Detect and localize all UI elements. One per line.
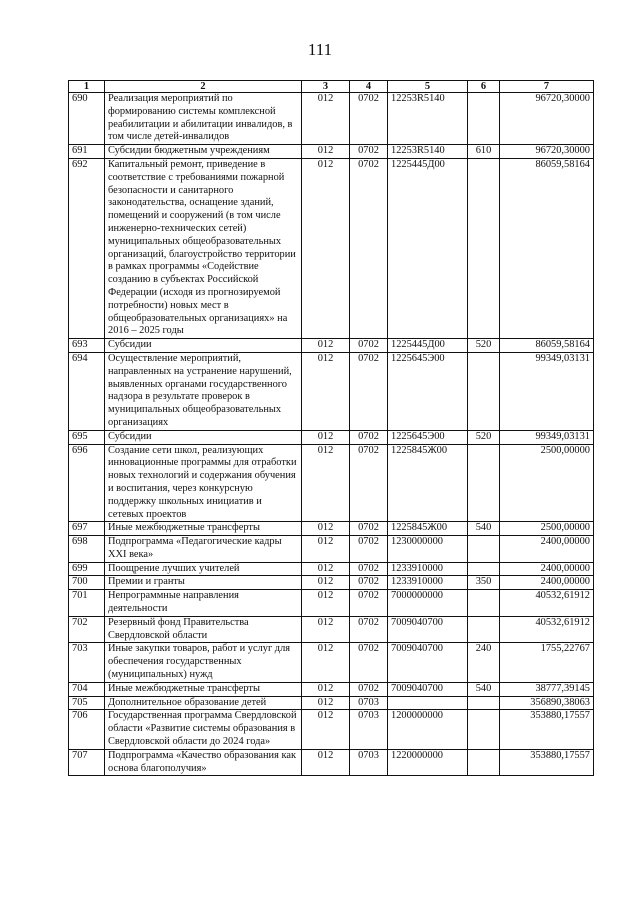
row-section-code: 0703 — [350, 749, 388, 776]
row-number: 705 — [69, 696, 105, 710]
table-row — [69, 696, 594, 710]
row-name: Иные межбюджетные трансферты — [105, 682, 302, 696]
table-row — [69, 562, 594, 576]
row-number: 703 — [69, 643, 105, 682]
header-cell: 5 — [388, 81, 468, 93]
row-amount: 356890,38063 — [500, 696, 594, 710]
row-expense-type — [468, 749, 500, 776]
row-section-code: 0702 — [350, 93, 388, 145]
row-admin-code: 012 — [302, 616, 350, 643]
row-target-code: 1233910000 — [388, 576, 468, 590]
row-target-code: 1220000000 — [388, 749, 468, 776]
row-section-code: 0702 — [350, 339, 388, 353]
row-section-code: 0702 — [350, 430, 388, 444]
row-section-code: 0702 — [350, 158, 388, 338]
header-cell: 4 — [350, 81, 388, 93]
row-admin-code: 012 — [302, 145, 350, 159]
row-number: 694 — [69, 352, 105, 430]
row-number: 691 — [69, 145, 105, 159]
row-expense-type — [468, 536, 500, 563]
table-row — [69, 590, 594, 617]
row-section-code: 0702 — [350, 536, 388, 563]
table-row — [69, 536, 594, 563]
table-header-row — [69, 81, 594, 93]
row-name: Субсидии бюджетным учреждениям — [105, 145, 302, 159]
table-row — [69, 93, 594, 145]
row-target-code: 1225845Ж00 — [388, 522, 468, 536]
header-cell: 1 — [69, 81, 105, 93]
header-cell: 3 — [302, 81, 350, 93]
table-row — [69, 444, 594, 522]
row-expense-type — [468, 352, 500, 430]
table-row — [69, 522, 594, 536]
row-number: 690 — [69, 93, 105, 145]
row-amount: 2500,00000 — [500, 522, 594, 536]
row-expense-type: 610 — [468, 145, 500, 159]
row-amount: 40532,61912 — [500, 616, 594, 643]
row-expense-type: 520 — [468, 339, 500, 353]
row-admin-code: 012 — [302, 696, 350, 710]
row-target-code: 1200000000 — [388, 710, 468, 749]
row-amount: 96720,30000 — [500, 145, 594, 159]
row-admin-code: 012 — [302, 643, 350, 682]
row-admin-code: 012 — [302, 444, 350, 522]
header-cell: 7 — [500, 81, 594, 93]
row-admin-code: 012 — [302, 158, 350, 338]
row-name: Иные межбюджетные трансферты — [105, 522, 302, 536]
row-target-code: 12253R5140 — [388, 145, 468, 159]
row-admin-code: 012 — [302, 749, 350, 776]
table-row — [69, 643, 594, 682]
row-expense-type — [468, 616, 500, 643]
header-cell: 6 — [468, 81, 500, 93]
row-admin-code: 012 — [302, 352, 350, 430]
row-amount: 353880,17557 — [500, 710, 594, 749]
row-amount: 38777,39145 — [500, 682, 594, 696]
row-name: Создание сети школ, реализующих инновационные программы для отработки новых технологий и содержания обучения и воспитания, через конкурсную поддержку школьных инициатив и сетевых проектов — [105, 444, 302, 522]
header-cell: 2 — [105, 81, 302, 93]
row-admin-code: 012 — [302, 430, 350, 444]
row-target-code: 1225445Д00 — [388, 158, 468, 338]
row-number: 700 — [69, 576, 105, 590]
page-number: 111 — [307, 40, 333, 59]
row-name: Субсидии — [105, 430, 302, 444]
row-target-code: 7009040700 — [388, 682, 468, 696]
table-row — [69, 352, 594, 430]
row-target-code: 1230000000 — [388, 536, 468, 563]
row-amount: 2400,00000 — [500, 536, 594, 563]
budget-table — [68, 80, 594, 776]
row-number: 704 — [69, 682, 105, 696]
row-amount: 86059,58164 — [500, 158, 594, 338]
row-name: Государственная программа Свердловской области «Развитие системы образования в Свердловской области до 2024 года» — [105, 710, 302, 749]
row-amount: 99349,03131 — [500, 430, 594, 444]
row-amount: 99349,03131 — [500, 352, 594, 430]
row-name: Премии и гранты — [105, 576, 302, 590]
row-section-code: 0702 — [350, 444, 388, 522]
row-expense-type: 240 — [468, 643, 500, 682]
row-expense-type — [468, 562, 500, 576]
row-section-code: 0702 — [350, 352, 388, 430]
row-section-code: 0702 — [350, 576, 388, 590]
row-name: Подпрограмма «Качество образования как основа благополучия» — [105, 749, 302, 776]
table-row — [69, 616, 594, 643]
row-amount: 2400,00000 — [500, 576, 594, 590]
row-amount: 40532,61912 — [500, 590, 594, 617]
row-expense-type — [468, 93, 500, 145]
row-number: 699 — [69, 562, 105, 576]
row-expense-type — [468, 158, 500, 338]
table-row — [69, 682, 594, 696]
table-row — [69, 145, 594, 159]
row-expense-type — [468, 696, 500, 710]
row-admin-code: 012 — [302, 562, 350, 576]
row-admin-code: 012 — [302, 536, 350, 563]
row-amount: 96720,30000 — [500, 93, 594, 145]
row-number: 697 — [69, 522, 105, 536]
row-name: Субсидии — [105, 339, 302, 353]
row-name: Дополнительное образование детей — [105, 696, 302, 710]
row-target-code: 1225445Д00 — [388, 339, 468, 353]
row-name: Подпрограмма «Педагогические кадры XXI века» — [105, 536, 302, 563]
row-target-code: 1225845Ж00 — [388, 444, 468, 522]
table-body — [69, 93, 594, 776]
row-admin-code: 012 — [302, 93, 350, 145]
table-row — [69, 339, 594, 353]
row-number: 707 — [69, 749, 105, 776]
row-name: Иные закупки товаров, работ и услуг для обеспечения государственных (муниципальных) нужд — [105, 643, 302, 682]
row-number: 706 — [69, 710, 105, 749]
row-number: 696 — [69, 444, 105, 522]
row-number: 692 — [69, 158, 105, 338]
row-expense-type — [468, 444, 500, 522]
row-admin-code: 012 — [302, 522, 350, 536]
row-target-code — [388, 696, 468, 710]
row-name: Реализация мероприятий по формированию системы комплексной реабилитации и абилитации инвалидов, в том числе детей-инвалидов — [105, 93, 302, 145]
row-number: 698 — [69, 536, 105, 563]
row-section-code: 0702 — [350, 682, 388, 696]
row-section-code: 0702 — [350, 522, 388, 536]
row-target-code: 7000000000 — [388, 590, 468, 617]
row-section-code: 0703 — [350, 696, 388, 710]
row-target-code: 7009040700 — [388, 643, 468, 682]
row-section-code: 0703 — [350, 710, 388, 749]
row-section-code: 0702 — [350, 562, 388, 576]
row-section-code: 0702 — [350, 590, 388, 617]
row-amount: 86059,58164 — [500, 339, 594, 353]
row-admin-code: 012 — [302, 339, 350, 353]
row-admin-code: 012 — [302, 590, 350, 617]
row-amount: 353880,17557 — [500, 749, 594, 776]
row-expense-type — [468, 590, 500, 617]
row-target-code: 7009040700 — [388, 616, 468, 643]
row-amount: 2500,00000 — [500, 444, 594, 522]
row-section-code: 0702 — [350, 145, 388, 159]
row-target-code: 1233910000 — [388, 562, 468, 576]
table-row — [69, 430, 594, 444]
row-expense-type: 540 — [468, 682, 500, 696]
row-expense-type: 350 — [468, 576, 500, 590]
row-target-code: 1225645Э00 — [388, 352, 468, 430]
row-name: Осуществление мероприятий, направленных на устранение нарушений, выявленных органами государственного надзора в результате проверок в муниципальных общеобразовательных организациях — [105, 352, 302, 430]
row-admin-code: 012 — [302, 682, 350, 696]
row-number: 693 — [69, 339, 105, 353]
row-section-code: 0702 — [350, 643, 388, 682]
row-amount: 2400,00000 — [500, 562, 594, 576]
row-number: 695 — [69, 430, 105, 444]
row-target-code: 1225645Э00 — [388, 430, 468, 444]
table-row — [69, 749, 594, 776]
row-section-code: 0702 — [350, 616, 388, 643]
table-row — [69, 576, 594, 590]
row-number: 701 — [69, 590, 105, 617]
row-number: 702 — [69, 616, 105, 643]
row-amount: 1755,22767 — [500, 643, 594, 682]
row-expense-type: 520 — [468, 430, 500, 444]
row-expense-type — [468, 710, 500, 749]
row-name: Капитальный ремонт, приведение в соответствие с требованиями пожарной безопасности и санитарного законодательства, оснащение зданий, помещений и сооружений (в том числе инженерно-технических сетей) муниципальных общеобразовательных организаций, благоустройство территории в рамках программы «Содействие созданию в субъектах Российской Федерации (исходя из прогнозируемой потребности) новых мест в общеобразовательных организациях» на 2016 – 2025 годы — [105, 158, 302, 338]
row-target-code: 12253R5140 — [388, 93, 468, 145]
row-admin-code: 012 — [302, 710, 350, 749]
row-name: Поощрение лучших учителей — [105, 562, 302, 576]
table-row — [69, 158, 594, 338]
row-name: Резервный фонд Правительства Свердловской области — [105, 616, 302, 643]
row-admin-code: 012 — [302, 576, 350, 590]
table-row — [69, 710, 594, 749]
row-expense-type: 540 — [468, 522, 500, 536]
row-name: Непрограммные направления деятельности — [105, 590, 302, 617]
